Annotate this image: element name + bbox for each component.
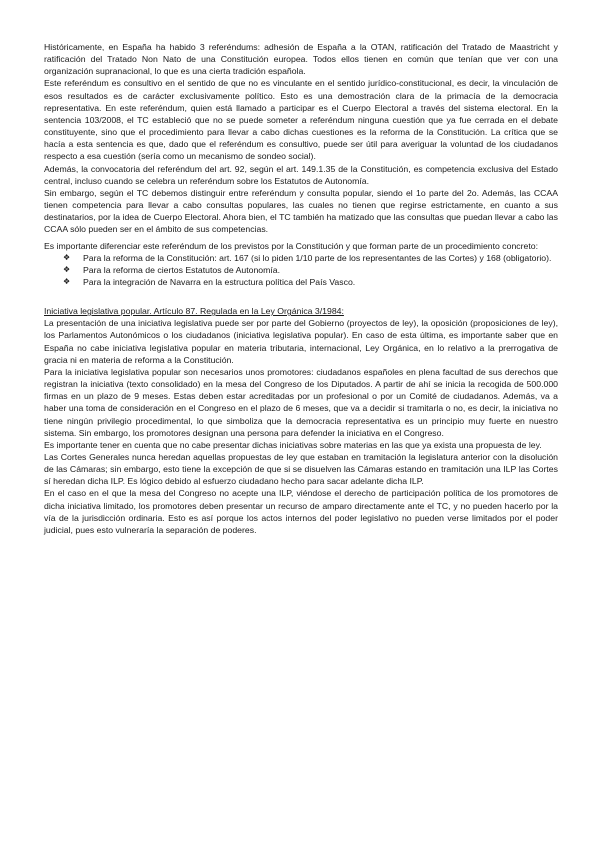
paragraph-ilp-amparo: En el caso en el que la mesa del Congreso no acepte una ILP, viéndose el derecho de participación política de los promotores de dicha iniciativa limitado, los promotores deben presentar un recurso de amparo directamente ante el TC, y no pueden hacerlo por la vía de la jurisdicción ordinaria. Esto es así porque los actos internos del poder legislativo no pueden verse limitados por el poder judicial, pues esto vulneraría la separación de poderes. — [44, 488, 558, 535]
list-item — [63, 264, 558, 276]
referendum-types-list — [44, 252, 558, 288]
list-item — [63, 276, 558, 288]
list-item — [63, 252, 558, 264]
diamond-star-bullet-icon: ❖ — [63, 264, 71, 274]
diamond-star-bullet-icon: ❖ — [63, 252, 71, 262]
list-item-text: Para la integración de Navarra en la estructura política del País Vasco. — [83, 276, 356, 287]
paragraph-diferenciar: Es importante diferenciar este referéndum de los previstos por la Constitución y que forman parte de un procedimiento concreto: — [44, 240, 538, 251]
paragraph-ilp-presentacion: La presentación de una iniciativa legislativa puede ser por parte del Gobierno (proyectos de ley), la oposición (proposiciones de ley), los Parlamentos Autonómicos o los ciudadanos (iniciativa legislativa popular). En caso de esta última, es importante saber que en España no cabe iniciativa legislativa popular en materia tributaria, internacional, Ley Orgánica, en lo relativo a la prerrogativa de gracia ni en materia de reforma a la Constitución. — [44, 318, 558, 365]
diamond-star-bullet-icon: ❖ — [63, 276, 71, 286]
list-item-text: Para la reforma de la Constitución: art. 167 (si lo piden 1/10 parte de los representantes de las Cortes) y 168 (obligatorio). — [83, 252, 552, 263]
paragraph-convocatoria: Además, la convocatoria del referéndum del art. 92, según el art. 149.1.35 de la Constitución, es competencia exclusiva del Estado central, incluso cuando se celebra un referéndum sobre los Estatutos de Autonomía. — [44, 163, 558, 186]
paragraph-ilp-cortes: Las Cortes Generales nunca heredan aquellas propuestas de ley que estaban en tramitación la legislatura anterior con la disolución de las Cámaras; sin embargo, esto tiene la excepción de que si se disuelven las Cámaras estando en tramitación una ILP las Cortes sí heredan dicha ILP. Es lógico debido al esfuerzo ciudadano hecho para sacar adelante dicha ILP. — [44, 452, 558, 487]
paragraph-ilp-propuesta: Es importante tener en cuenta que no cabe presentar dichas iniciativas sobre materias en las que ya exista una propuesta de ley. — [44, 439, 542, 450]
paragraph-referendum-history: Históricamente, en España ha habido 3 referéndums: adhesión de España a la OTAN, ratificación del Tratado de Maastricht y ratificación del Tratado Non Nato de una Constitución europea. Todos ellos tienen en común que tenían que ver con una organización supranacional, lo que es una cierta tradición española. — [44, 42, 558, 77]
list-item-text: Para la reforma de ciertos Estatutos de Autonomía. — [83, 264, 281, 275]
section-title-ilp: Iniciativa legislativa popular. Artículo 87. Regulada en la Ley Orgánica 3/1984: — [44, 306, 344, 317]
paragraph-consulta-popular: Sin embargo, según el TC debemos distinguir entre referéndum y consulta popular, siendo el 1o parte del 2o. Además, las CCAA tienen competencia para llevar a cabo consultas populares, las cuales no tienen que regirse estrictamente, en cuanto a sus destinatarios, por la idea de Cuerpo Electoral. Ahora bien, el TC también ha matizado que las consultas que puedan llevar a cabo las CCAA sólo pueden ser en el ámbito de sus competencias. — [44, 187, 558, 235]
document-page — [44, 41, 558, 536]
paragraph-ilp-promotores: Para la iniciativa legislativa popular son necesarios unos promotores: ciudadanos españoles en plena facultad de sus derechos que registran la iniciativa (texto consolidado) en la mesa del Congreso de los Diputados. A partir de ahí se inicia la recogida de 500.000 firmas en un plazo de 9 meses. Estas deben estar acreditadas por un profesional o por un Comité de ciudadanos. Además, va a haber una toma de consideración en el Congreso en el plazo de 6 meses, que va a decidir si tramitarla o no, es decir, la iniciativa no tiene ningún privilegio procedimental, lo que simboliza que la democracia representativa es un principio muy fuerte en nuestro sistema. Sin embargo, los promotores designan una persona para defender la iniciativa en el Congreso. — [44, 366, 558, 438]
paragraph-referendum-consultivo: Este referéndum es consultivo en el sentido de que no es vinculante en el sentido jurídico-constitucional, es decir, la vinculación de esos resultados es de carácter exclusivamente político. Esto es una demostración clara de la primacía de la democracia representativa. En este referéndum, quien está llamado a participar es el Cuerpo Electoral a través del sistema electoral. En la sentencia 103/2008, el TC estableció que no se puede someter a referéndum ninguna cuestión que ya fue cerrada en el debate constituyente, sino que el procedimiento para llevar a cabo dichas cuestiones es la reforma de la Constitución. La crítica que se hacía a esta sentencia es que, dado que el referéndum es consultivo, puede ser útil para averiguar la voluntad de los ciudadanos respecto a esa cuestión (sería como un mecanismo de sondeo social). — [44, 78, 558, 162]
